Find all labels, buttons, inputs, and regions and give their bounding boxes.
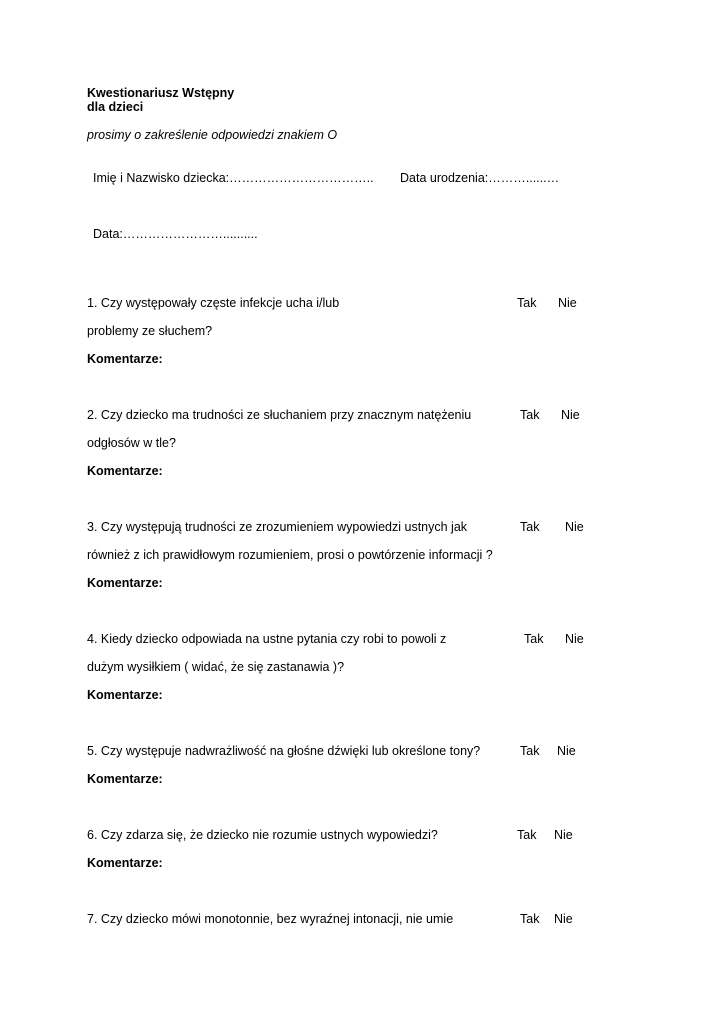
question-2-no[interactable]: Nie	[561, 408, 580, 422]
question-5-line-1: 5. Czy występuje nadwrażliwość na głośne dźwięki lub określone tony?	[87, 744, 481, 758]
question-7-no[interactable]: Nie	[554, 912, 573, 926]
birth-date-field[interactable]: Data urodzenia:………......…	[400, 171, 560, 185]
question-1-no[interactable]: Nie	[558, 296, 577, 310]
question-2-line-1: 2. Czy dziecko ma trudności ze słuchaniem przy znacznym natężeniu	[87, 408, 472, 422]
question-7-yes[interactable]: Tak	[520, 912, 540, 926]
question-5-no[interactable]: Nie	[557, 744, 576, 758]
question-3-comment-label: Komentarze:	[87, 576, 163, 590]
question-1-line-2: problemy ze słuchem?	[87, 324, 213, 338]
question-7-line-1: 7. Czy dziecko mówi monotonnie, bez wyraźnej intonacji, nie umie	[87, 912, 454, 926]
document-subtitle: dla dzieci	[87, 100, 144, 114]
question-4-no[interactable]: Nie	[565, 632, 584, 646]
question-1-comment-label: Komentarze:	[87, 352, 163, 366]
question-3-line-2: również z ich prawidłowym rozumieniem, prosi o powtórzenie informacji ?	[87, 548, 493, 562]
question-3-yes[interactable]: Tak	[520, 520, 540, 534]
question-1-yes[interactable]: Tak	[517, 296, 537, 310]
document-title: Kwestionariusz Wstępny	[87, 86, 235, 100]
question-6-yes[interactable]: Tak	[517, 828, 537, 842]
question-2-comment-label: Komentarze:	[87, 464, 163, 478]
question-1-line-1: 1. Czy występowały częste infekcje ucha i/lub	[87, 296, 340, 310]
instruction-text: prosimy o zakreślenie odpowiedzi znakiem O	[87, 128, 338, 142]
question-4-yes[interactable]: Tak	[524, 632, 544, 646]
child-name-field[interactable]: Imię i Nazwisko dziecka:……………………………..	[93, 171, 374, 185]
question-3-line-1: 3. Czy występują trudności ze zrozumieniem wypowiedzi ustnych jak	[87, 520, 468, 534]
question-6-comment-label: Komentarze:	[87, 856, 163, 870]
question-4-line-2: dużym wysiłkiem ( widać, że się zastanawia )?	[87, 660, 345, 674]
question-6-line-1: 6. Czy zdarza się, że dziecko nie rozumie ustnych wypowiedzi?	[87, 828, 438, 842]
date-field[interactable]: Data:……………………..........	[93, 227, 258, 241]
question-5-comment-label: Komentarze:	[87, 772, 163, 786]
question-4-comment-label: Komentarze:	[87, 688, 163, 702]
question-4-line-1: 4. Kiedy dziecko odpowiada na ustne pytania czy robi to powoli z	[87, 632, 447, 646]
question-3-no[interactable]: Nie	[565, 520, 584, 534]
question-5-yes[interactable]: Tak	[520, 744, 540, 758]
question-2-yes[interactable]: Tak	[520, 408, 540, 422]
question-2-line-2: odgłosów w tle?	[87, 436, 176, 450]
question-6-no[interactable]: Nie	[554, 828, 573, 842]
